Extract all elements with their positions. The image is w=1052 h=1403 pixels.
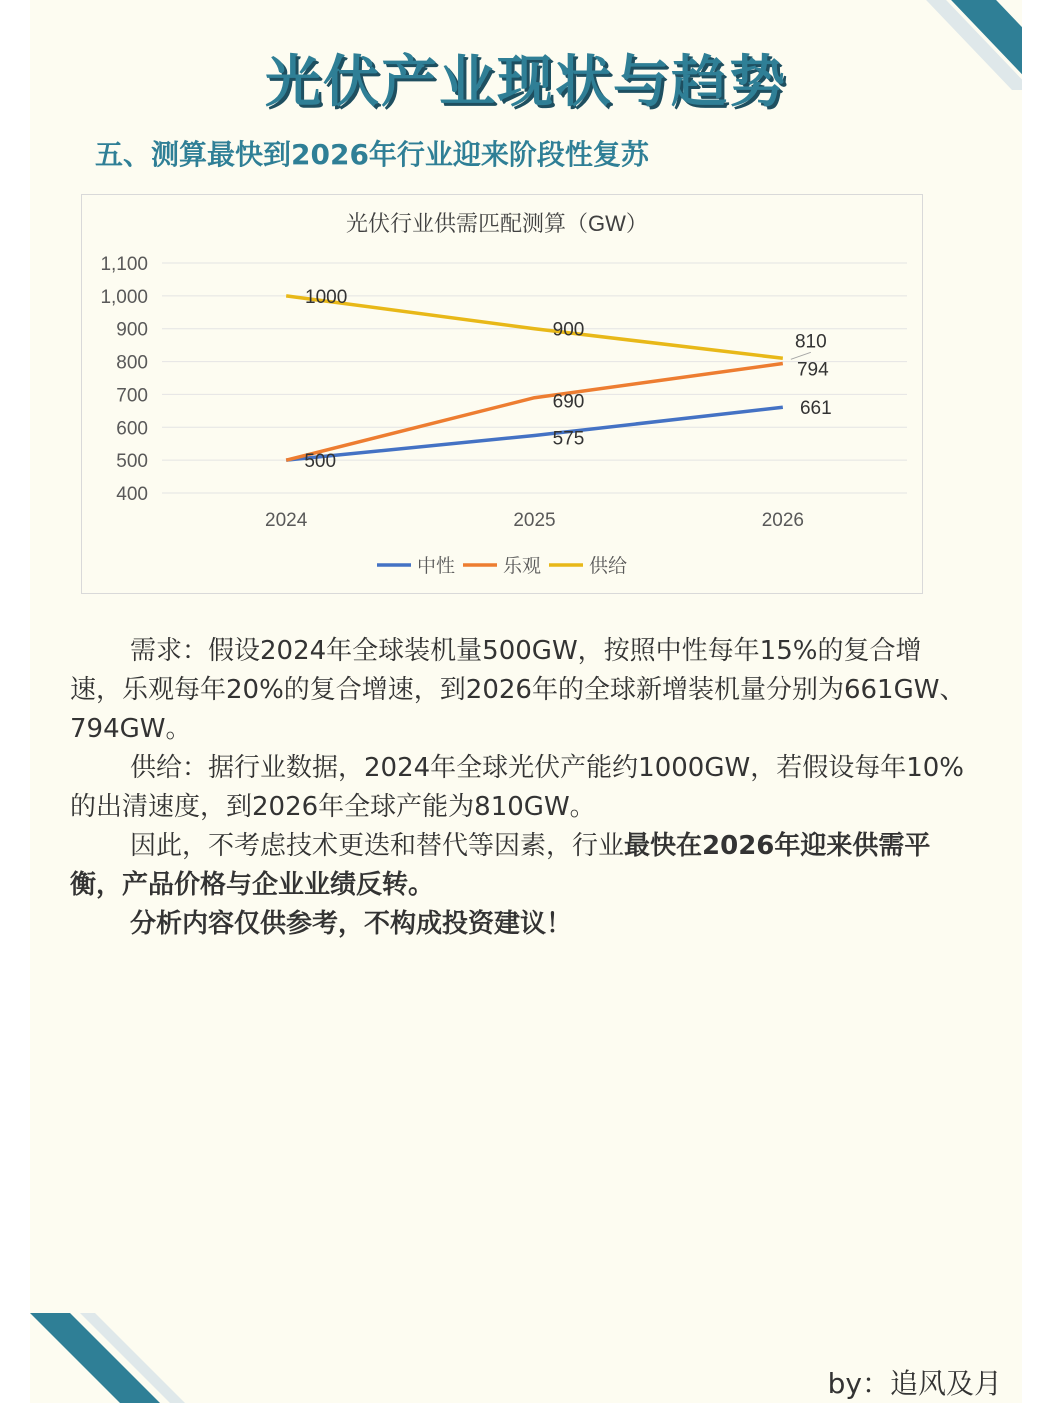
disclaimer-paragraph: 分析内容仅供参考，不构成投资建议！ <box>130 909 573 939</box>
data-label: 661 <box>799 398 832 420</box>
data-label: 690 <box>552 391 585 413</box>
y-tick-label: 700 <box>116 385 148 407</box>
y-tick-label: 1,000 <box>100 286 148 308</box>
y-tick-label: 900 <box>116 319 148 341</box>
series-line-乐观 <box>286 364 783 461</box>
demand-paragraph: 需求：假设2024年全球装机量500GW，按照中性每年15%的复合增速，乐观每年20%的复合增速，到2026年的全球新增装机量分别为661GW、794GW。 <box>70 636 966 744</box>
series-line-中性 <box>286 407 783 460</box>
conclusion-text: 因此，不考虑技术更迭和替代等因素，行业 <box>130 831 625 861</box>
conclusion-paragraph <box>70 827 970 905</box>
legend-label: 乐观 <box>503 556 542 577</box>
x-tick-label: 2025 <box>513 510 556 531</box>
series-line-供给 <box>286 296 783 358</box>
line-chart <box>81 194 923 594</box>
body-text <box>70 632 970 944</box>
data-label: 500 <box>304 451 337 473</box>
y-tick-label: 800 <box>116 352 148 374</box>
legend-label: 供给 <box>589 556 628 577</box>
data-label: 900 <box>552 319 585 341</box>
page-title: 光伏产业现状与趋势 <box>265 49 787 115</box>
chart-svg <box>82 195 922 593</box>
author-byline: by：追风及月 <box>827 1367 1002 1400</box>
data-label: 810 <box>794 331 827 353</box>
data-label: 1000 <box>305 286 348 308</box>
x-tick-label: 2024 <box>265 510 308 531</box>
corner-stripe-decoration <box>30 1293 200 1403</box>
y-tick-label: 500 <box>116 451 148 473</box>
legend-label: 中性 <box>417 556 456 577</box>
chart-title: 光伏行业供需匹配测算（GW） <box>346 211 648 236</box>
x-tick-label: 2026 <box>761 510 804 531</box>
supply-paragraph: 供给：据行业数据，2024年全球光伏产能约1000GW，若假设每年10%的出清速度，到2026年全球产能为810GW。 <box>70 753 964 822</box>
y-tick-label: 400 <box>116 484 148 505</box>
data-label: 794 <box>796 359 829 381</box>
y-tick-label: 1,100 <box>100 254 148 275</box>
conclusion-bold-text: 最快在2026年迎来供需平衡，产品价格与企业业绩反转。 <box>70 831 931 900</box>
data-label-leader <box>791 352 811 359</box>
section-title: 五、测算最快到2026年行业迎来阶段性复苏 <box>95 138 649 171</box>
data-label: 575 <box>552 428 585 450</box>
y-tick-label: 600 <box>116 418 148 440</box>
